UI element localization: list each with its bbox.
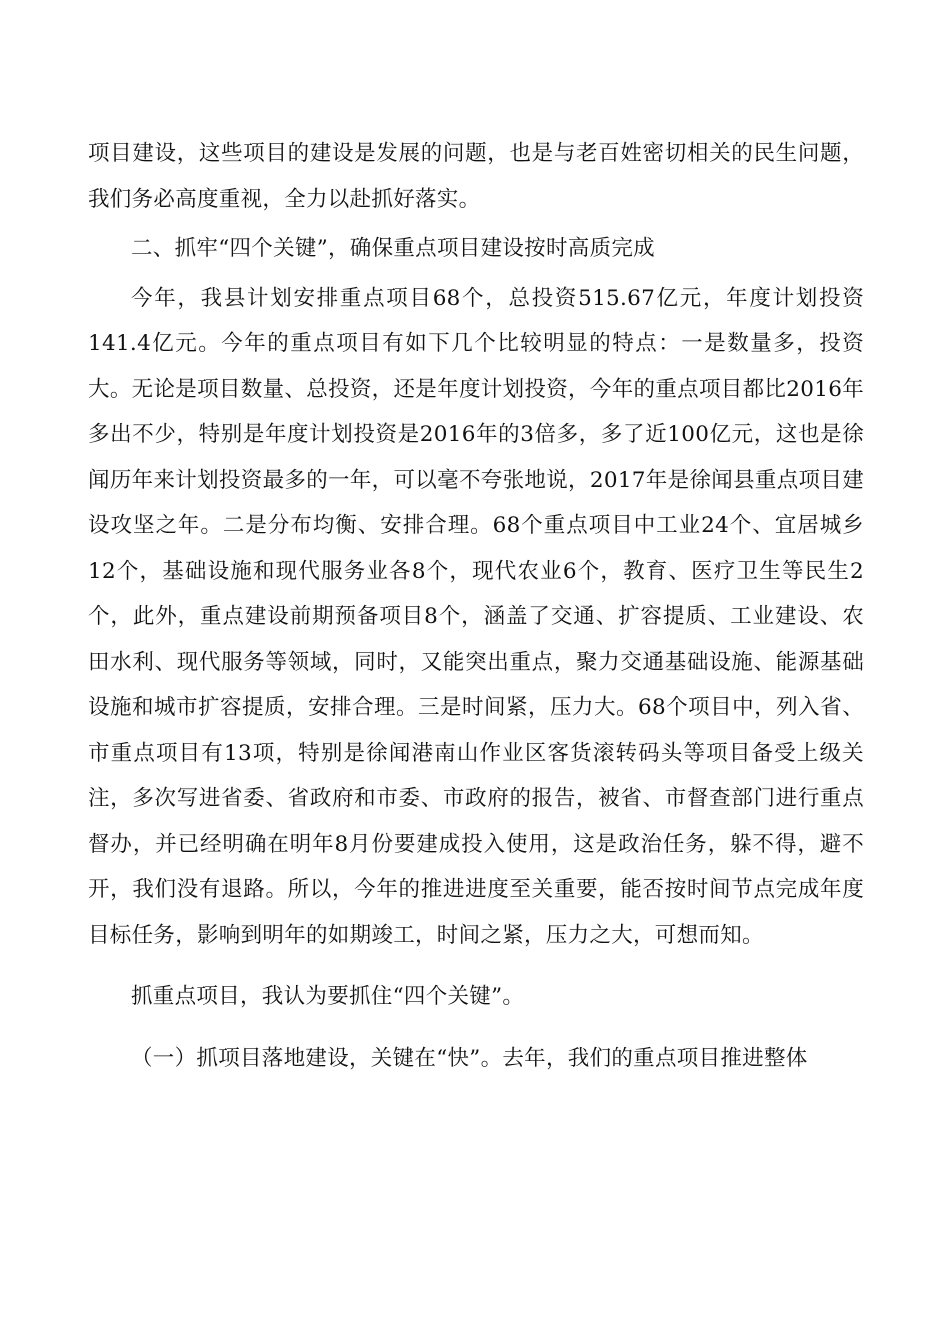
document-page xyxy=(88,131,864,1085)
paragraph-four-keys: 抓重点项目，我认为要抓住“四个关键”。 xyxy=(131,984,525,1009)
section-heading: 二、抓牢“四个关键”，确保重点项目建设按时高质完成 xyxy=(131,236,655,261)
paragraph-continuation: 项目建设，这些项目的建设是发展的问题，也是与老百姓密切相关的民生问题，我们务必高度重视，全力以赴抓好落实。 xyxy=(88,141,864,212)
paragraph-main: 今年，我县计划安排重点项目68个，总投资515.67亿元，年度计划投资141.4亿元。今年的重点项目有如下几个比较明显的特点：一是数量多，投资大。无论是项目数量、总投资，还是年度计划投资，今年的重点项目都比2016年多出不少，特别是年度计划投资是2016年的3倍多，多了近100亿元，这也是徐闻历年来计划投资最多的一年，可以毫不夸张地说，2017年是徐闻县重点项目建设攻坚之年。二是分布均衡、安排合理。68个重点项目中工业24个、宜居城乡12个，基础设施和现代服务业各8个，现代农业6个，教育、医疗卫生等民生2个，此外，重点建设前期预备项目8个，涵盖了交通、扩容提质、工业建设、农田水利、现代服务等领域，同时，又能突出重点，聚力交通基础设施、能源基础设施和城市扩容提质，安排合理。三是时间紧，压力大。68个项目中，列入省、市重点项目有13项，特别是徐闻港南山作业区客货滚转码头等项目备受上级关注，多次写进省委、省政府和市委、市政府的报告，被省、市督查部门进行重点督办，并已经明确在明年8月份要建成投入使用，这是政治任务，躲不得，避不开，我们没有退路。所以，今年的推进进度至关重要，能否按时间节点完成年度目标任务，影响到明年的如期竣工，时间之紧，压力之大，可想而知。 xyxy=(88,285,864,948)
subsection-heading: （一）抓项目落地建设，关键在“快”。去年，我们的重点项目推进整体 xyxy=(131,1045,808,1071)
